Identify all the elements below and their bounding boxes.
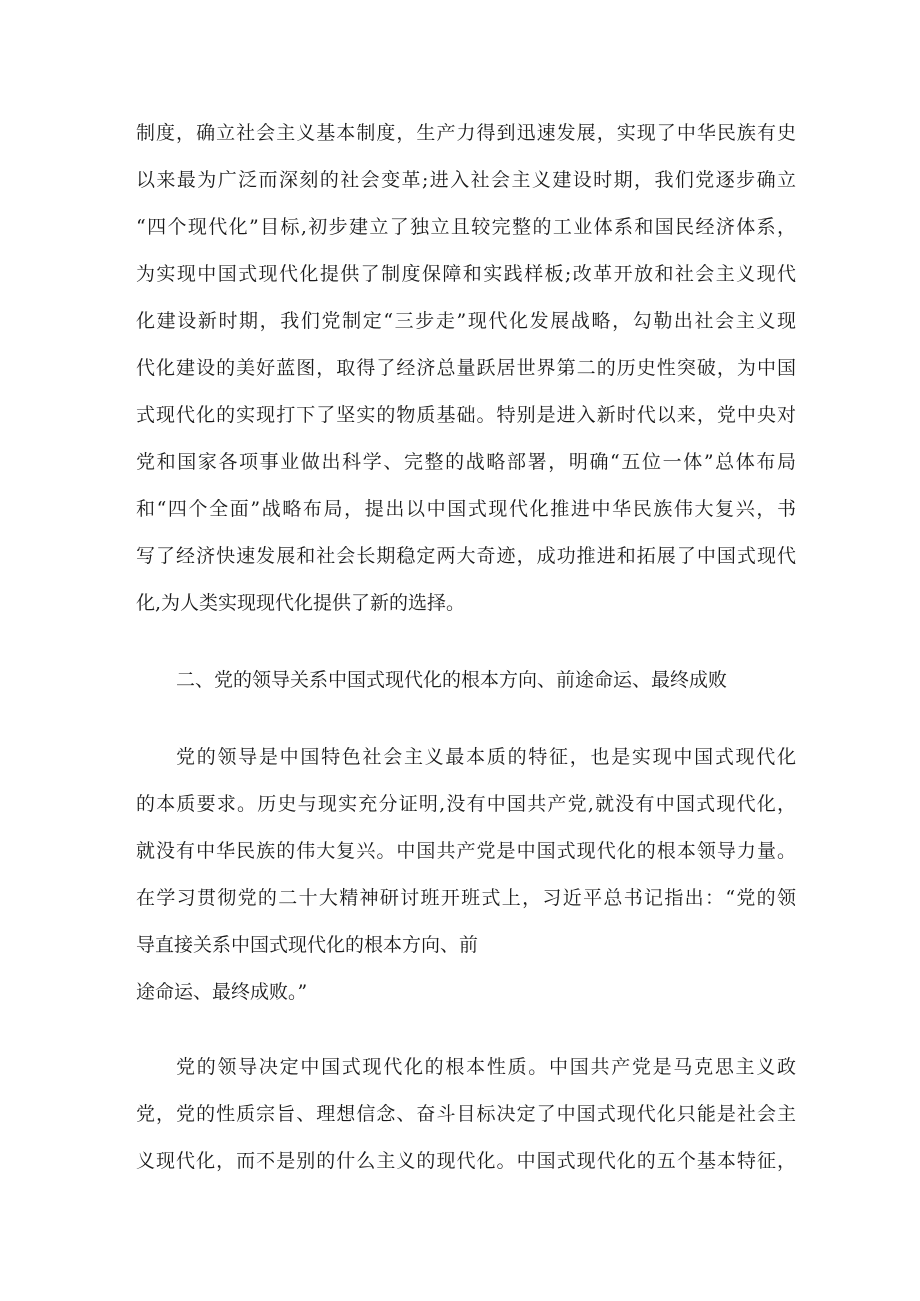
- paragraph-2-line-6: 途命运、最终成败。”: [136, 981, 308, 1003]
- paragraph-3-line-1: 党的领导决定中国式现代化的根本性质。中国共产党是马克思主义政: [176, 1056, 796, 1078]
- paragraph-2-line-5: 导直接关系中国式现代化的根本方向、前: [136, 934, 479, 956]
- paragraph-1-line-2: 以来最为广泛而深刻的社会变革;进入社会主义建设时期，我们党逐步确立: [136, 169, 796, 191]
- paragraph-2-line-2: 的本质要求。历史与现实充分证明,没有中国共产党,就没有中国式现代化，: [136, 793, 796, 815]
- paragraph-2-line-4: 在学习贯彻党的二十大精神研讨班开班式上，习近平总书记指出：“党的领: [136, 887, 796, 909]
- paragraph-1-line-9: 和“四个全面”战略布局，提出以中国式现代化推进中华民族伟大复兴，书: [136, 498, 796, 520]
- paragraph-1-line-4: 为实现中国式现代化提供了制度保障和实践样板;改革开放和社会主义现代: [136, 263, 796, 285]
- section-heading: 二、党的领导关系中国式现代化的根本方向、前途命运、最终成败: [176, 669, 728, 691]
- paragraph-1-line-8: 党和国家各项事业做出科学、完整的战略部署，明确“五位一体”总体布局: [136, 451, 796, 473]
- paragraph-1-line-6: 代化建设的美好蓝图，取得了经济总量跃居世界第二的历史性突破，为中国: [136, 357, 796, 379]
- paragraph-2-line-3: 就没有中华民族的伟大复兴。中国共产党是中国式现代化的根本领导力量。: [136, 840, 796, 862]
- paragraph-3-line-2: 党，党的性质宗旨、理想信念、奋斗目标决定了中国式现代化只能是社会主: [136, 1103, 796, 1125]
- paragraph-3-line-3: 义现代化，而不是别的什么主义的现代化。中国式现代化的五个基本特征，: [136, 1150, 796, 1172]
- paragraph-1-line-1: 制度，确立社会主义基本制度，生产力得到迅速发展，实现了中华民族有史: [136, 122, 796, 144]
- paragraph-1-line-7: 式现代化的实现打下了坚实的物质基础。特别是进入新时代以来，党中央对: [136, 404, 796, 426]
- paragraph-2-line-1: 党的领导是中国特色社会主义最本质的特征，也是实现中国式现代化: [176, 746, 796, 768]
- paragraph-1-line-5: 化建设新时期，我们党制定“三步走”现代化发展战略，勾勒出社会主义现: [136, 310, 796, 332]
- paragraph-1-line-3: “四个现代化”目标,初步建立了独立且较完整的工业体系和国民经济体系，: [136, 216, 796, 238]
- paragraph-1-line-10: 写了经济快速发展和社会长期稳定两大奇迹，成功推进和拓展了中国式现代: [136, 545, 796, 567]
- paragraph-1-line-11: 化,为人类实现现代化提供了新的选择。: [136, 592, 466, 614]
